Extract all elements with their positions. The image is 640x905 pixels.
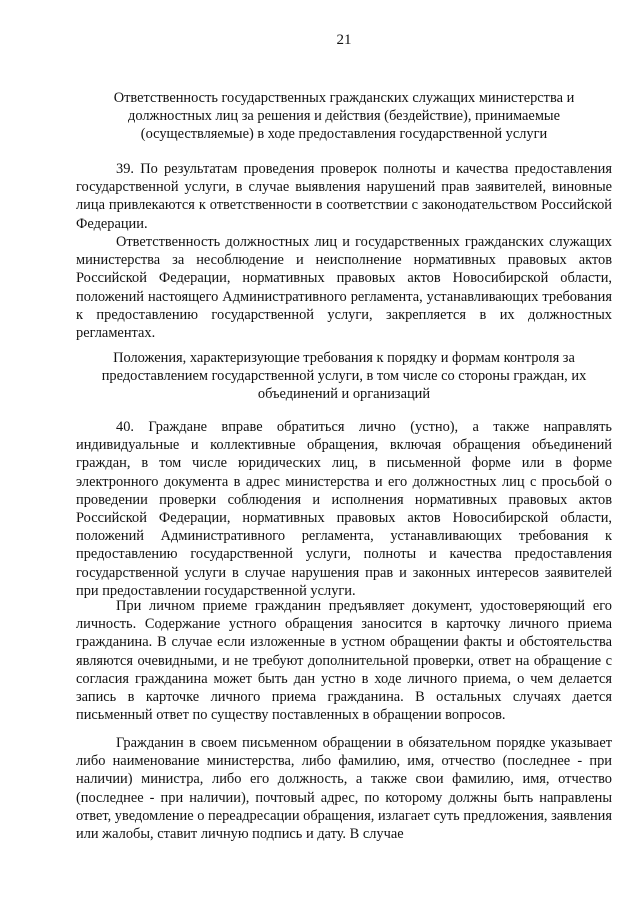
paragraph-39: 39. По результатам проведения проверок полноты и качества предоставления государственной услуги, в случае выявления нарушений прав заявителей, виновные лица привлекаются к ответственности в соответствии с законодательством Российской Федерации. [76, 161, 612, 232]
paragraph-responsibility: Ответственность должностных лиц и государственных гражданских служащих министерства за несоблюдение и неисполнение нормативных правовых актов Российской Федерации, нормативных правовых актов Новосибирской области, положений настоящего Административного регламента, устанавливающих требования к предоставлению государственной услуги, закрепляется в их должностных регламентах. [76, 234, 612, 342]
paragraph-personal-reception: При личном приеме гражданин предъявляет документ, удостоверяющий его личность. Содержание устного обращения заносится в карточку личного приема гражданина. В случае если изложенные в устном обращении факты и обстоятельства являются очевидными, и не требуют дополнительной проверки, ответ на обращение с согласия гражданина может быть дан устно в ходе личного приема, о чем делается запись в карточке личного приема гражданина. В остальных случаях дается письменный ответ по существу поставленных в обращении вопросов. [76, 598, 612, 724]
paragraph-40: 40. Граждане вправе обратиться лично (устно), а также направлять индивидуальные и коллективные обращения, включая обращения объединений граждан, в том числе юридических лиц, в письменной форме или в форме электронного документа в адрес министерства и его должностных лиц с просьбой о проведении проверки соблюдения и исполнения нормативных правовых актов Российской Федерации, нормативных правовых актов Новосибирской области, положений Административного регламента, устанавливающих требования к предоставлению государственной услуги, полноты и качества предоставления государственной услуги в случае нарушения прав и законных интересов заявителей при предоставлении государственной услуги. [76, 419, 612, 599]
section-heading-responsibility: Ответственность государственных гражданских служащих министерства и должностных лиц за решения и действия (бездействие), принимаемые (осуществляемые) в ходе предоставления государственной услуги [113, 90, 575, 143]
page-number: 21 [336, 32, 352, 48]
paragraph-written-appeal: Гражданин в своем письменном обращении в обязательном порядке указывает либо наименование министерства, либо фамилию, имя, отчество (последнее - при наличии) министра, либо его должность, а также свои фамилию, имя, отчество (последнее - при наличии), почтовый адрес, по которому должны быть направлены ответ, уведомление о переадресации обращения, излагает суть предложения, заявления или жалобы, ставит личную подпись и дату. В случае [76, 735, 612, 843]
section-heading-control: Положения, характеризующие требования к порядку и формам контроля за предоставлением государственной услуги, в том числе со стороны граждан, их объединений и организаций [101, 350, 587, 403]
